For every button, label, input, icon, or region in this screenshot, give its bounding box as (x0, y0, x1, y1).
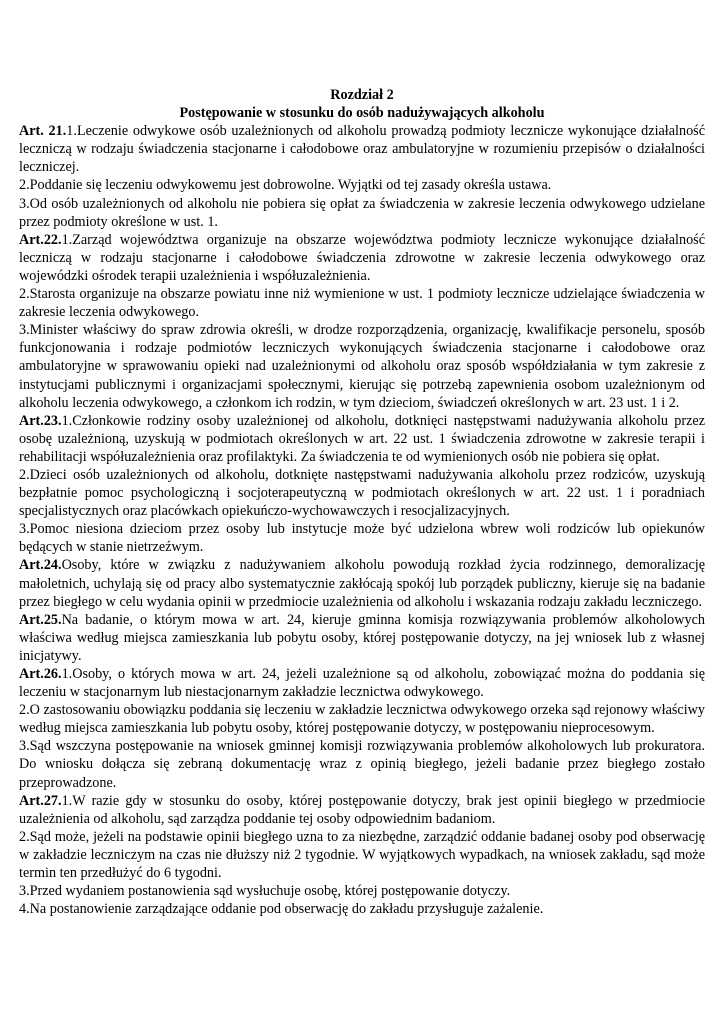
paragraph-text: 1.Członkowie rodziny osoby uzależnionej od alkoholu, dotknięci następstwami nadużywania alkoholu przez osobę uzależnioną, uzyskują w podmiotach określonych w art. 22 ust. 1 świadczenia zdrowotne w zakresie terapii i rehabilitacji współuzależnienia oraz profilaktyki. Za świadczenia te od wymienionych osób nie pobiera się opłat. (19, 412, 705, 465)
paragraph (19, 556, 705, 610)
article-label: Art.27. (19, 792, 62, 809)
paragraph-text: 3.Pomoc niesiona dzieciom przez osoby lub instytucje może być udzielona wbrew woli rodziców lub opiekunów będących w stanie nietrzeźwym. (19, 521, 705, 556)
paragraph (19, 828, 705, 882)
document-page (19, 86, 705, 918)
paragraph-text: Na badanie, o którym mowa w art. 24, kieruje gminna komisja rozwiązywania problemów alkoholowych właściwa według miejsca zamieszkania lub pobytu osoby, której postępowanie dotyczy, na jej wniosek lub z własnej inicjatywy. (19, 611, 705, 664)
paragraph-text: 2.O zastosowaniu obowiązku poddania się leczeniu w zakładzie lecznictwa odwykowego orzeka sąd rejonowy właściwy według miejsca zamieszkania lub pobytu osoby, której postępowanie dotyczy, w postępowaniu nieprocesowym. (19, 702, 705, 737)
article-label: Art.24. (19, 557, 62, 574)
paragraph-text: 3.Przed wydaniem postanowienia sąd wysłuchuje osobę, której postępowanie dotyczy. (19, 883, 511, 900)
paragraph (19, 195, 705, 231)
paragraph (19, 900, 705, 918)
paragraph (19, 665, 705, 701)
paragraph (19, 611, 705, 665)
paragraph (19, 792, 705, 828)
paragraph-text: 2.Poddanie się leczeniu odwykowemu jest dobrowolne. Wyjątki od tej zasady określa ustawa. (19, 177, 552, 194)
paragraph-text: 1.W razie gdy w stosunku do osoby, której postępowanie dotyczy, brak jest opinii biegłego w przedmiocie uzależnienia od alkoholu, sąd zarządza poddanie tej osoby odpowiednim badaniom. (19, 792, 705, 827)
article-label: Art.26. (19, 666, 62, 682)
paragraph (19, 122, 705, 176)
paragraph (19, 231, 705, 285)
paragraph (19, 701, 705, 737)
paragraph-text: 1.Leczenie odwykowe osób uzależnionych od alkoholu prowadzą podmioty lecznicze wykonujące działalność leczniczą w rodzaju świadczenia stacjonarne i całodobowe oraz ambulatoryjne w rozumieniu przepisów o działalności leczniczej. (19, 123, 705, 176)
paragraph-text: Osoby, które w związku z nadużywaniem alkoholu powodują rozkład życia rodzinnego, demoralizację małoletnich, uchylają się od pracy albo systematycznie zakłócają spokój lub porządek publiczny, kieruje się na badanie przez biegłego w celu wydania opinii w przedmiocie uzależnienia od alkoholu i wskazania rodzaju zakładu leczniczego. (19, 557, 705, 610)
article-label: Art. 21. (19, 123, 67, 140)
paragraph (19, 520, 705, 556)
paragraph-text: 4.Na postanowienie zarządzające oddanie pod obserwację do zakładu przysługuje zażalenie. (19, 901, 544, 918)
paragraph-text: 2.Sąd może, jeżeli na podstawie opinii biegłego uzna to za niezbędne, zarządzić oddanie badanej osoby pod obserwację w zakładzie leczniczym na czas nie dłuższy niż 2 tygodnie. W wyjątkowych wypadkach, na wniosek zakładu, sąd może termin ten przedłużyć do 6 tygodni. (19, 828, 705, 882)
article-label: Art.23. (19, 412, 62, 429)
paragraph (19, 882, 705, 900)
paragraph-text: 1.Osoby, o których mowa w art. 24, jeżeli uzależnione są od alkoholu, zobowiązać można do poddania się leczeniu w stacjonarnym lub niestacjonarnym zakładzie lecznictwa odwykowego. (19, 666, 705, 701)
paragraph (19, 285, 705, 321)
paragraph-text: 3.Minister właściwy do spraw zdrowia określi, w drodze rozporządzenia, organizację, kwalifikacje personelu, sposób funkcjonowania i rodzaje podmiotów leczniczych wykonujących świadczenia stacjonarne i całodobowe oraz ambulatoryjne w sprawowaniu opieki nad uzależnionymi od alkoholu oraz sposób współdziałania w tym zakresie z instytucjami publicznymi i organizacjami społecznymi, kierując się potrzebą zapewnienia osobom uzależnionym od alkoholu leczenia odwykowego, a członkom ich rodzin, w tym dzieciom, świadczeń określonych w art. 23 ust. 1 i 2. (19, 322, 705, 411)
paragraph-text: 3.Od osób uzależnionych od alkoholu nie pobiera się opłat za świadczenia w zakresie leczenia odwykowego udzielane przez podmioty określone w ust. 1. (19, 195, 705, 230)
article-label: Art.22. (19, 231, 62, 248)
paragraph-text: 2.Dzieci osób uzależnionych od alkoholu, dotknięte następstwami nadużywania alkoholu przez rodziców, uzyskują bezpłatnie pomoc psychologiczną i socjoterapeutyczną w podmiotach określonych w art. 22 ust. 1 i poradniach specjalistycznych oraz placówkach opiekuńczo-wychowawczych i resocjalizacyjnych. (19, 466, 705, 520)
paragraph (19, 412, 705, 466)
chapter-number: Rozdział 2 (330, 87, 394, 103)
article-label: Art.25. (19, 611, 62, 628)
paragraph (19, 321, 705, 411)
paragraph (19, 176, 705, 194)
paragraph-text: 1.Zarząd województwa organizuje na obszarze województwa podmioty lecznicze wykonujące działalność leczniczą w rodzaju stacjonarne i całodobowe świadczenia zdrowotne w zakresie leczenia odwykowego oraz wojewódzki ośrodek terapii uzależnienia i współuzależnienia. (19, 231, 705, 284)
paragraph (19, 737, 705, 791)
paragraph-text: 2.Starosta organizuje na obszarze powiatu inne niż wymienione w ust. 1 podmioty lecznicze udzielające świadczenia w zakresie leczenia odwykowego. (19, 286, 705, 321)
chapter-title: Postępowanie w stosunku do osób nadużywających alkoholu (179, 105, 545, 122)
paragraph-text: 3.Sąd wszczyna postępowanie na wniosek gminnej komisji rozwiązywania problemów alkoholowych lub prokuratora. Do wniosku dołącza się zebraną dokumentację wraz z opinią biegłego, jeżeli badanie przez biegłego zostało przeprowadzone. (19, 738, 705, 791)
paragraph (19, 466, 705, 520)
